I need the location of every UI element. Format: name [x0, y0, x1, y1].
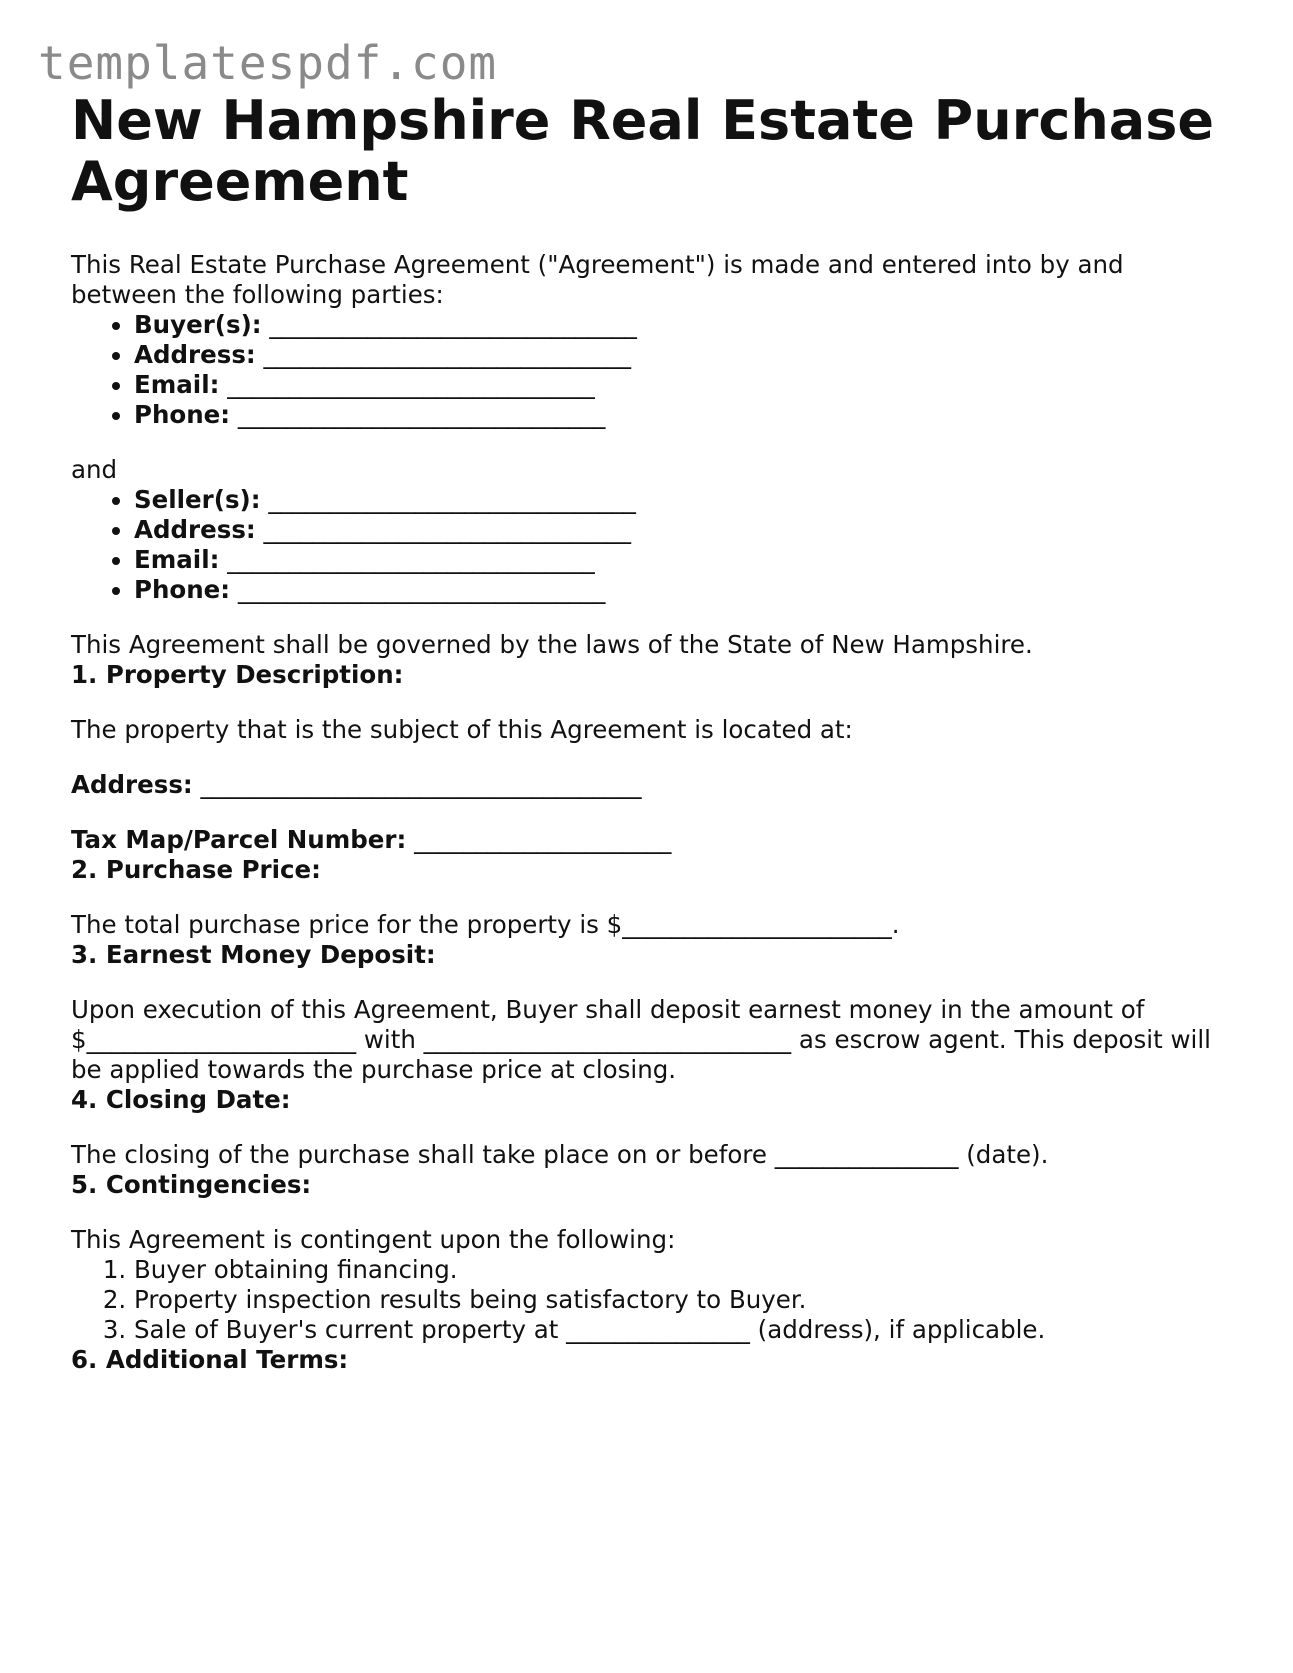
list-item: 3. Sale of Buyer's current property at _______________ (address), if applicable. [134, 1315, 1231, 1345]
field-label: Phone: [134, 400, 231, 429]
document-body [71, 90, 1231, 1375]
blank-line[interactable]: ______________________________ [227, 545, 595, 574]
seller-address-field [134, 515, 1231, 545]
price-text: The total purchase price for the property is $______________________. [71, 910, 900, 939]
blank-line[interactable]: ______________________________ [269, 310, 637, 339]
buyer-email-field [134, 370, 1231, 400]
contingencies-list [71, 1255, 1231, 1345]
seller-fields-list [71, 485, 1231, 605]
blank-line[interactable]: ______________________________ [237, 575, 606, 604]
field-label: Seller(s): [134, 485, 261, 514]
section-heading-closing: 4. Closing Date: [71, 1085, 291, 1114]
intro-paragraph: This Real Estate Purchase Agreement ("Agreement") is made and entered into by and between the following parties: [71, 250, 1124, 309]
seller-email-field [134, 545, 1231, 575]
section-heading-additional: 6. Additional Terms: [71, 1345, 349, 1374]
blank-line[interactable]: ______________________________ [268, 485, 636, 514]
section-heading-contingencies: 5. Contingencies: [71, 1170, 312, 1199]
list-item: 1. Buyer obtaining financing. [134, 1255, 1231, 1285]
field-label: Email: [134, 370, 220, 399]
blank-line[interactable]: ____________________________________ [200, 770, 642, 799]
field-label: Address: [71, 770, 193, 799]
field-label: Tax Map/Parcel Number: [71, 825, 407, 854]
section-heading-property: 1. Property Description: [71, 660, 404, 689]
page-title: New Hampshire Real Estate Purchase Agreement [71, 89, 1214, 213]
seller-name-field [134, 485, 1231, 515]
watermark: templatespdf.com [38, 36, 498, 90]
blank-line[interactable]: ______________________________ [237, 400, 606, 429]
seller-phone-field [134, 575, 1231, 605]
buyer-phone-field [134, 400, 1231, 430]
buyer-fields-list [71, 310, 1231, 430]
deposit-text: Upon execution of this Agreement, Buyer shall deposit earnest money in the amount of $______________________ with ______________________________ as escrow agent. This deposit will be applied towards the purchase price at closing. [71, 995, 1211, 1084]
property-address-field [71, 770, 1231, 800]
field-label: Address: [134, 340, 256, 369]
field-label: Address: [134, 515, 256, 544]
field-label: Phone: [134, 575, 231, 604]
field-label: Email: [134, 545, 220, 574]
field-label: Buyer(s): [134, 310, 262, 339]
governing-law-text: This Agreement shall be governed by the laws of the State of New Hampshire. [71, 630, 1033, 659]
blank-line[interactable]: ______________________________ [263, 515, 631, 544]
buyer-address-field [134, 340, 1231, 370]
property-text: The property that is the subject of this Agreement is located at: [71, 715, 853, 744]
section-heading-deposit: 3. Earnest Money Deposit: [71, 940, 436, 969]
list-item: 2. Property inspection results being satisfactory to Buyer. [134, 1285, 1231, 1315]
contingencies-text: This Agreement is contingent upon the following: [71, 1225, 676, 1254]
section-heading-price: 2. Purchase Price: [71, 855, 321, 884]
buyer-name-field [134, 310, 1231, 340]
blank-line[interactable]: ______________________________ [263, 340, 631, 369]
parcel-number-field [71, 825, 1231, 855]
and-text: and [71, 455, 118, 484]
blank-line[interactable]: ______________________________ [227, 370, 595, 399]
blank-line[interactable]: _____________________ [414, 825, 672, 854]
closing-text: The closing of the purchase shall take place on or before _______________ (date). [71, 1140, 1049, 1169]
